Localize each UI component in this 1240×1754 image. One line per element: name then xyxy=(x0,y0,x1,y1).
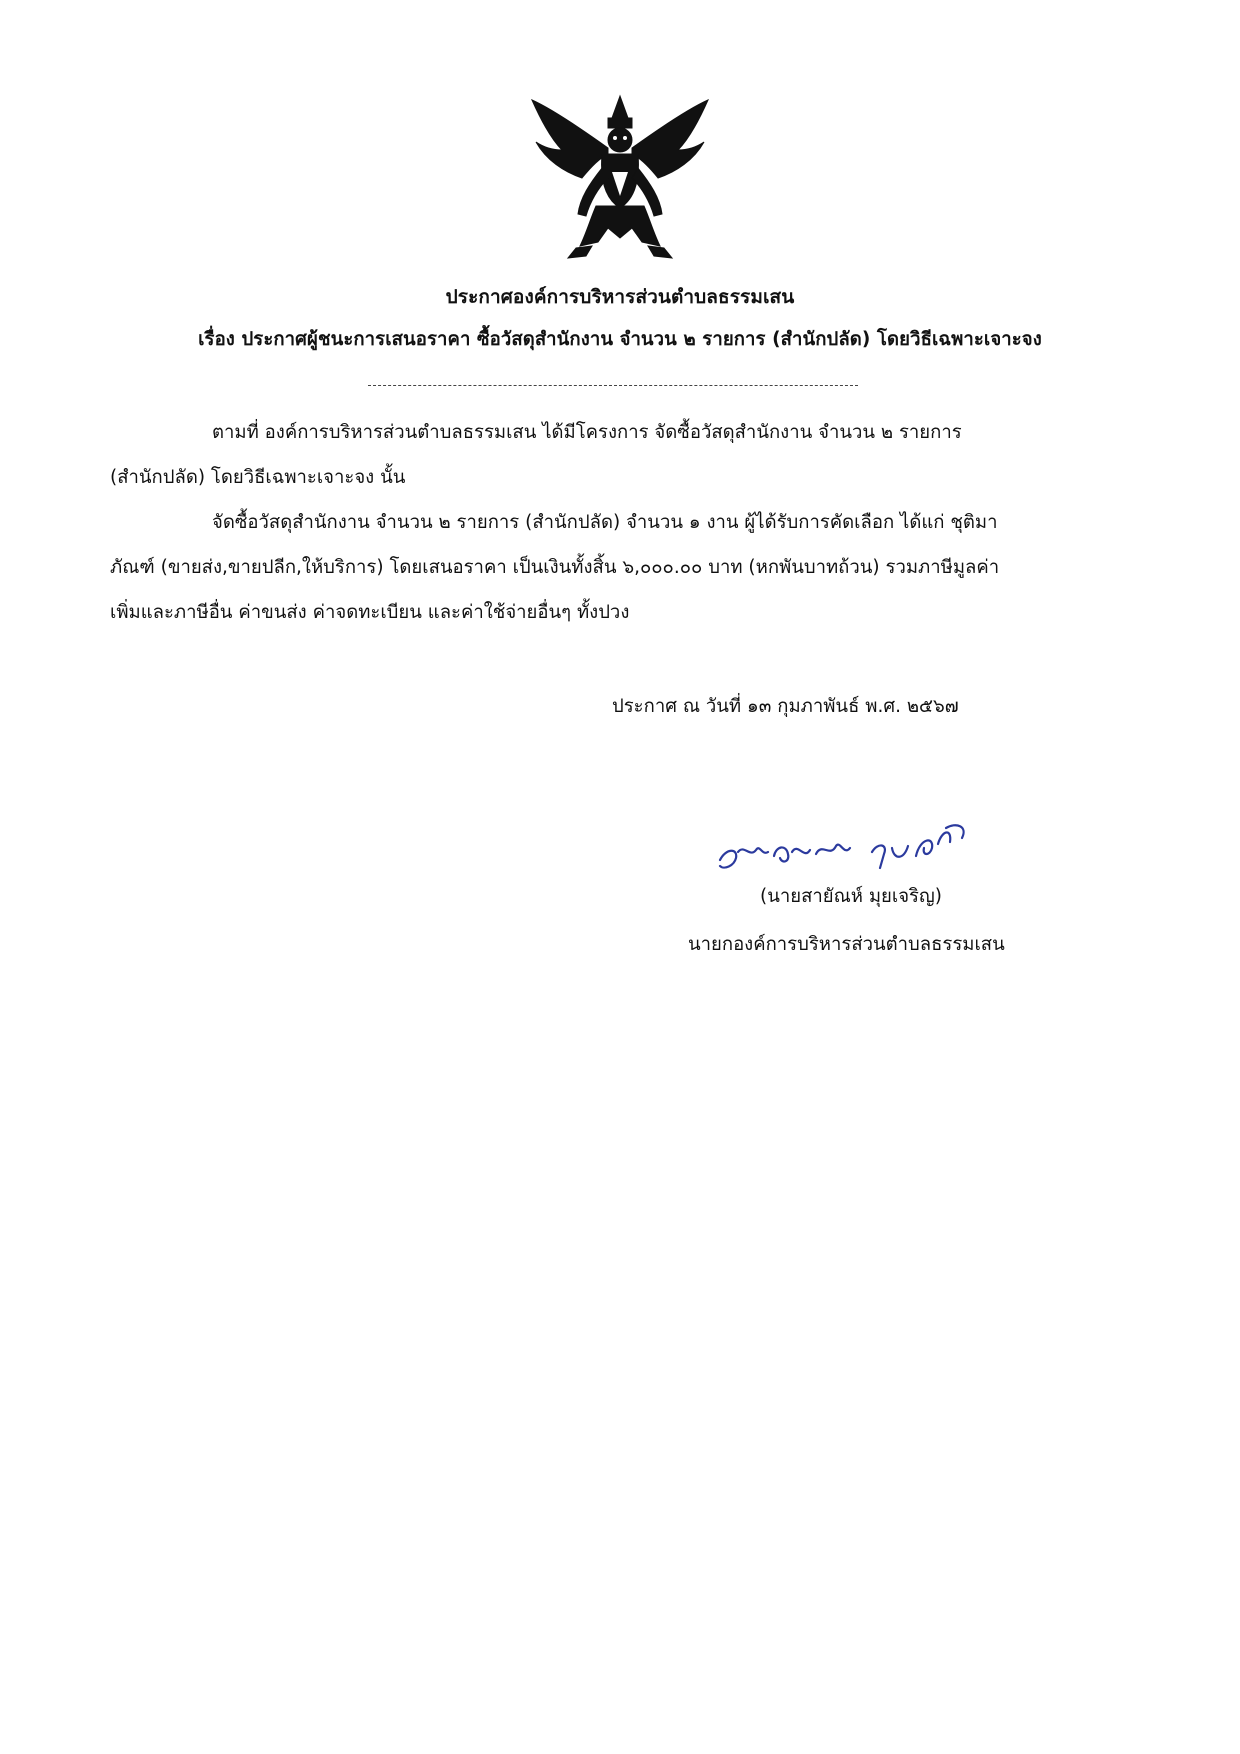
paragraph-2-line-2: ภัณฑ์ (ขายส่ง,ขายปลีก,ให้บริการ) โดยเสนอราคา เป็นเงินทั้งสิ้น ๖,๐๐๐.๐๐ บาท (หกพันบาทถ้วน) รวมภาษีมูลค่า xyxy=(110,557,1000,578)
dashed-divider xyxy=(368,385,858,386)
paragraph-1-line-1: ตามที่ องค์การบริหารส่วนตำบลธรรมเสน ได้มีโครงการ จัดซื้อวัสดุสำนักงาน จำนวน ๒ รายการ xyxy=(212,422,962,443)
paragraph-1-line-2: (สำนักปลัด) โดยวิธีเฉพาะเจาะจง นั้น xyxy=(110,467,406,488)
announcement-title: ประกาศองค์การบริหารส่วนตำบลธรรมเสน xyxy=(445,286,795,308)
signatory-position: นายกองค์การบริหารส่วนตำบลธรรมเสน xyxy=(688,934,1005,955)
paragraph-2-line-3: เพิ่มและภาษีอื่น ค่าขนส่ง ค่าจดทะเบียน และค่าใช้จ่ายอื่นๆ ทั้งปวง xyxy=(110,602,630,623)
signatory-name: (นายสายัณห์ มุยเจริญ) xyxy=(760,886,942,907)
announcement-date: ประกาศ ณ วันที่ ๑๓ กุมภาพันธ์ พ.ศ. ๒๕๖๗ xyxy=(612,696,959,717)
handwritten-signature xyxy=(712,808,1002,888)
garuda-emblem-icon xyxy=(520,88,720,263)
paragraph-2-line-1: จัดซื้อวัสดุสำนักงาน จำนวน ๒ รายการ (สำนักปลัด) จำนวน ๑ งาน ผู้ได้รับการคัดเลือก ได้แก่ ชุติมา xyxy=(212,512,998,533)
announcement-subject: เรื่อง ประกาศผู้ชนะการเสนอราคา ซื้อวัสดุสำนักงาน จำนวน ๒ รายการ (สำนักปลัด) โดยวิธีเฉพาะเจาะจง xyxy=(198,329,1042,350)
